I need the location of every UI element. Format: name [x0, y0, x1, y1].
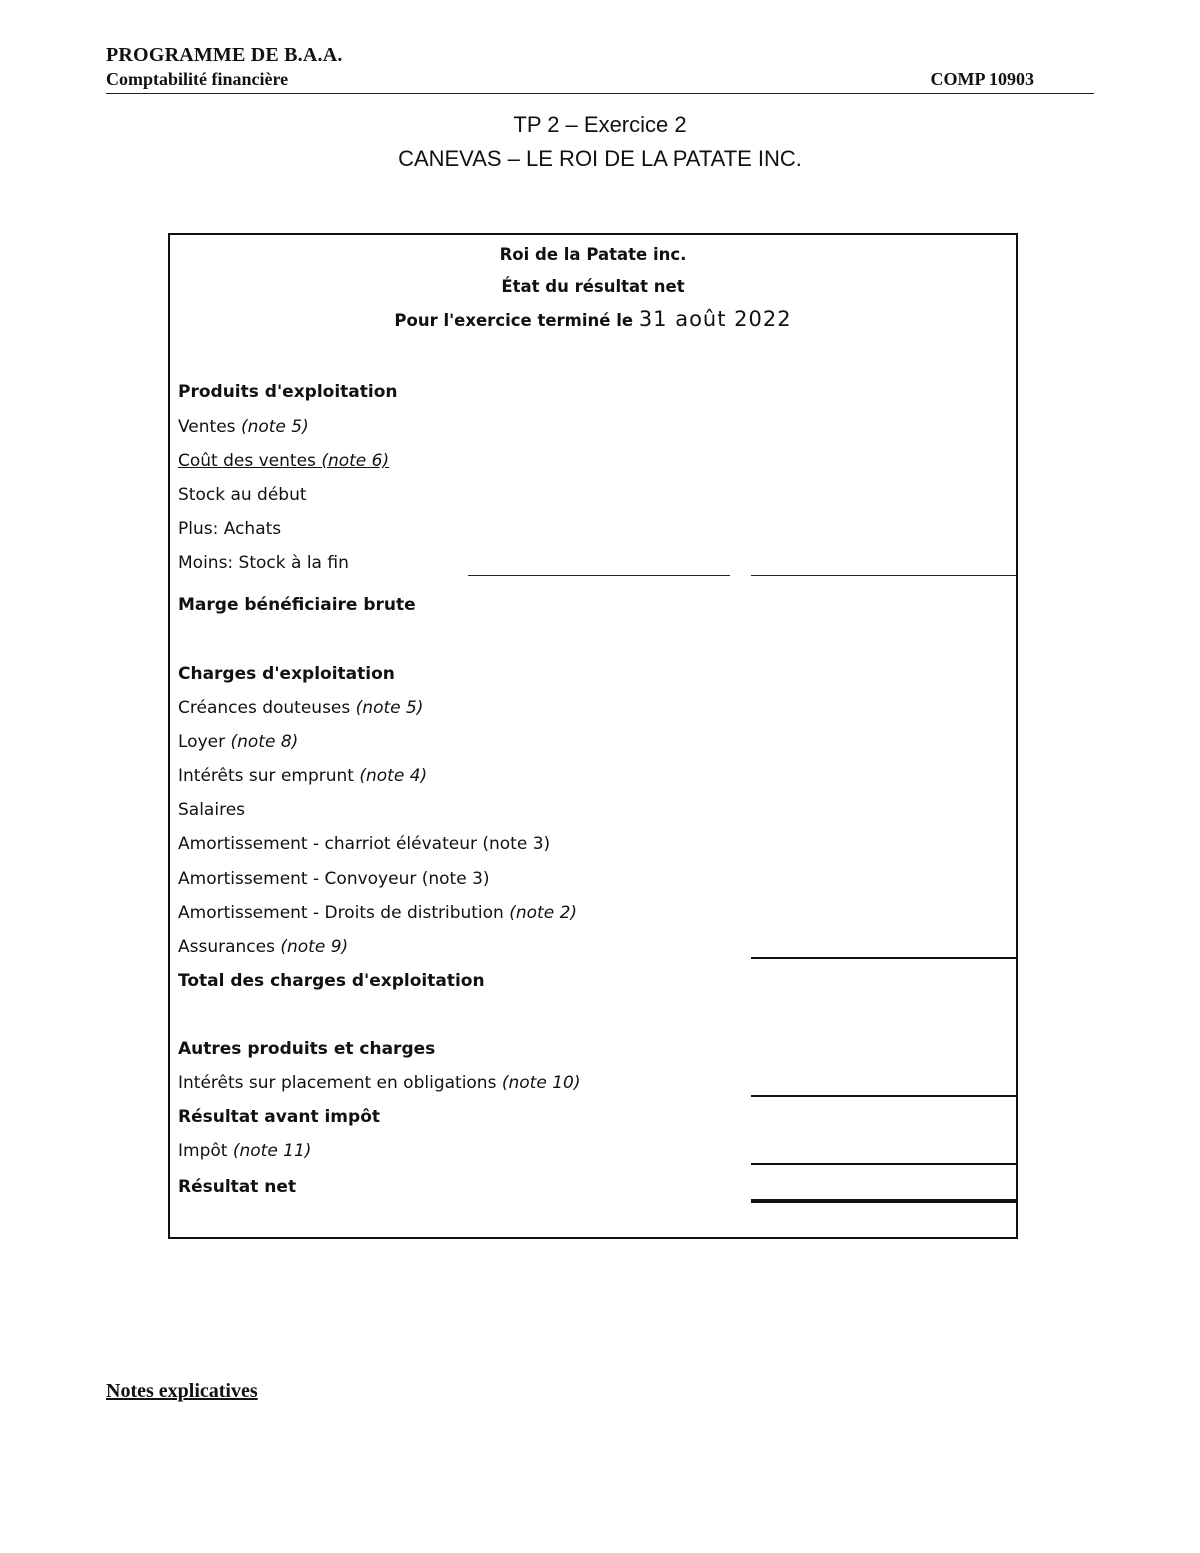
line-gross-margin: Marge bénéficiaire brute	[178, 595, 416, 615]
line-depreciation-conveyor: Amortissement - Convoyeur (note 3)	[178, 869, 490, 889]
statement-period	[170, 307, 1016, 331]
line-income-tax: Impôt (note 11)	[178, 1141, 312, 1161]
line-operating-revenue: Produits d'exploitation	[178, 382, 398, 402]
line-closing-inventory: Moins: Stock à la fin	[178, 553, 349, 573]
statement-period-prefix: Pour l'exercice terminé le	[394, 311, 639, 330]
subtotal-rule-outer	[751, 575, 1016, 576]
line-bond-interest: Intérêts sur placement en obligations (note 10)	[178, 1073, 581, 1093]
expenses-total-rule	[751, 957, 1016, 959]
subtotal-rule-inner	[468, 575, 730, 576]
line-income-before-tax: Résultat avant impôt	[178, 1107, 380, 1127]
statement-period-date: 31 août 2022	[638, 307, 792, 331]
line-rent: Loyer (note 8)	[178, 732, 299, 752]
line-other-income-expenses: Autres produits et charges	[178, 1039, 436, 1059]
notes-title: Notes explicatives	[106, 1380, 258, 1402]
statement-name: État du résultat net	[501, 277, 685, 296]
pretax-rule	[751, 1095, 1016, 1097]
line-purchases: Plus: Achats	[178, 519, 282, 539]
line-operating-expenses: Charges d'exploitation	[178, 664, 395, 684]
line-sales: Ventes (note 5)	[178, 417, 309, 437]
tax-rule	[751, 1163, 1016, 1165]
line-net-income: Résultat net	[178, 1177, 297, 1197]
line-depreciation-forklift: Amortissement - charriot élévateur (note 3)	[178, 834, 551, 854]
line-salaries: Salaires	[178, 800, 246, 820]
line-amortization-distribution-rights: Amortissement - Droits de distribution (note 2)	[178, 903, 578, 923]
line-total-operating-expenses: Total des charges d'exploitation	[178, 971, 485, 991]
course-name: Comptabilité financière	[106, 69, 289, 89]
line-cost-of-sales: Coût des ventes (note 6)	[178, 451, 390, 471]
document-title: TP 2 – Exercice 2	[513, 112, 687, 137]
net-income-double-rule	[751, 1199, 1016, 1203]
program-name: PROGRAMME DE B.A.A.	[106, 44, 343, 66]
line-loan-interest: Intérêts sur emprunt (note 4)	[178, 766, 428, 786]
document-subtitle: CANEVAS – LE ROI DE LA PATATE INC.	[398, 146, 802, 171]
header-divider	[106, 93, 1094, 94]
line-insurance: Assurances (note 9)	[178, 937, 349, 957]
statement-company: Roi de la Patate inc.	[499, 245, 687, 264]
income-statement	[168, 233, 1018, 1239]
course-code: COMP 10903	[930, 69, 1034, 89]
line-bad-debts: Créances douteuses (note 5)	[178, 698, 424, 718]
line-opening-inventory: Stock au début	[178, 485, 307, 505]
